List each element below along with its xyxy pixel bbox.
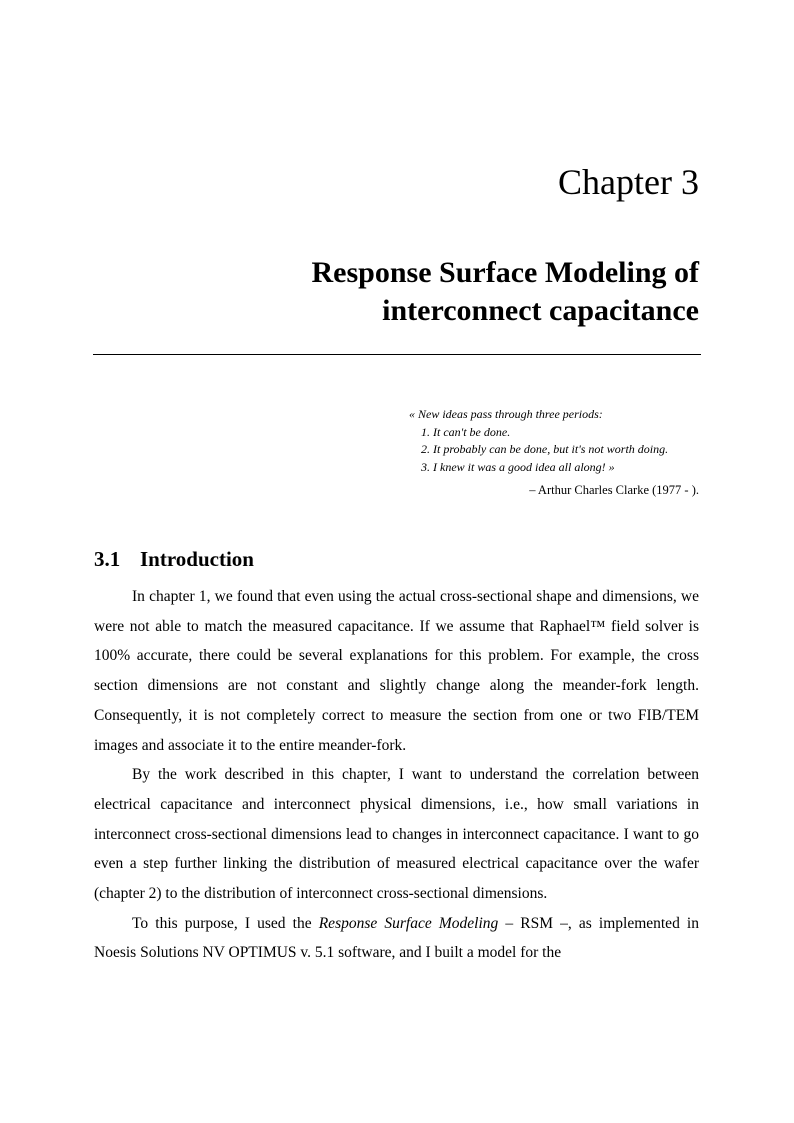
epigraph-line-4: 3. I knew it was a good idea all along! » <box>421 459 615 474</box>
section-number: 3.1 <box>94 547 121 571</box>
chapter-title-line-2: interconnect capacitance <box>382 294 699 327</box>
paragraph-3-text-start: To this purpose, I used the <box>132 914 319 932</box>
section-title: Introduction <box>140 547 254 571</box>
chapter-title <box>179 254 699 330</box>
epigraph-line-2: 1. It can't be done. <box>421 424 511 439</box>
epigraph-line-1: « New ideas pass through three periods: <box>409 407 603 421</box>
title-divider <box>93 354 701 355</box>
chapter-label: Chapter 3 <box>558 162 699 202</box>
section-heading <box>94 545 254 573</box>
paragraph-3-emphasis: Response Surface Modeling <box>318 914 499 932</box>
epigraph-quote <box>409 406 699 476</box>
body-text <box>94 582 699 968</box>
paragraph-3 <box>94 909 699 968</box>
chapter-title-line-1: Response Surface Modeling of <box>311 256 699 289</box>
paragraph-3-text-end: – RSM –, as implemented in Noesis Solutions NV OPTIMUS v. 5.1 software, and I built a model for the <box>94 914 699 962</box>
epigraph-attribution: – Arthur Charles Clarke (1977 - ). <box>529 483 699 497</box>
paragraph-1: In chapter 1, we found that even using the actual cross-sectional shape and dimensions, we were not able to match the measured capacitance. If we assume that Raphael™ field solver is 100% accurate, there could be several explanations for this problem. For example, the cross section dimensions are not constant and slightly change along the meander-fork length. Consequently, it is not completely correct to measure the section from one or two FIB/TEM images and associate it to the entire meander-fork. <box>94 588 699 754</box>
epigraph-line-3: 2. It probably can be done, but it's not worth doing. <box>421 442 669 456</box>
paragraph-2: By the work described in this chapter, I want to understand the correlation between electrical capacitance and interconnect physical dimensions, i.e., how small variations in interconnect cross-sectional dimensions lead to changes in interconnect capacitance. I want to go even a step further linking the distribution of measured electrical capacitance over the wafer (chapter 2) to the distribution of interconnect cross-sectional dimensions. <box>94 766 699 903</box>
